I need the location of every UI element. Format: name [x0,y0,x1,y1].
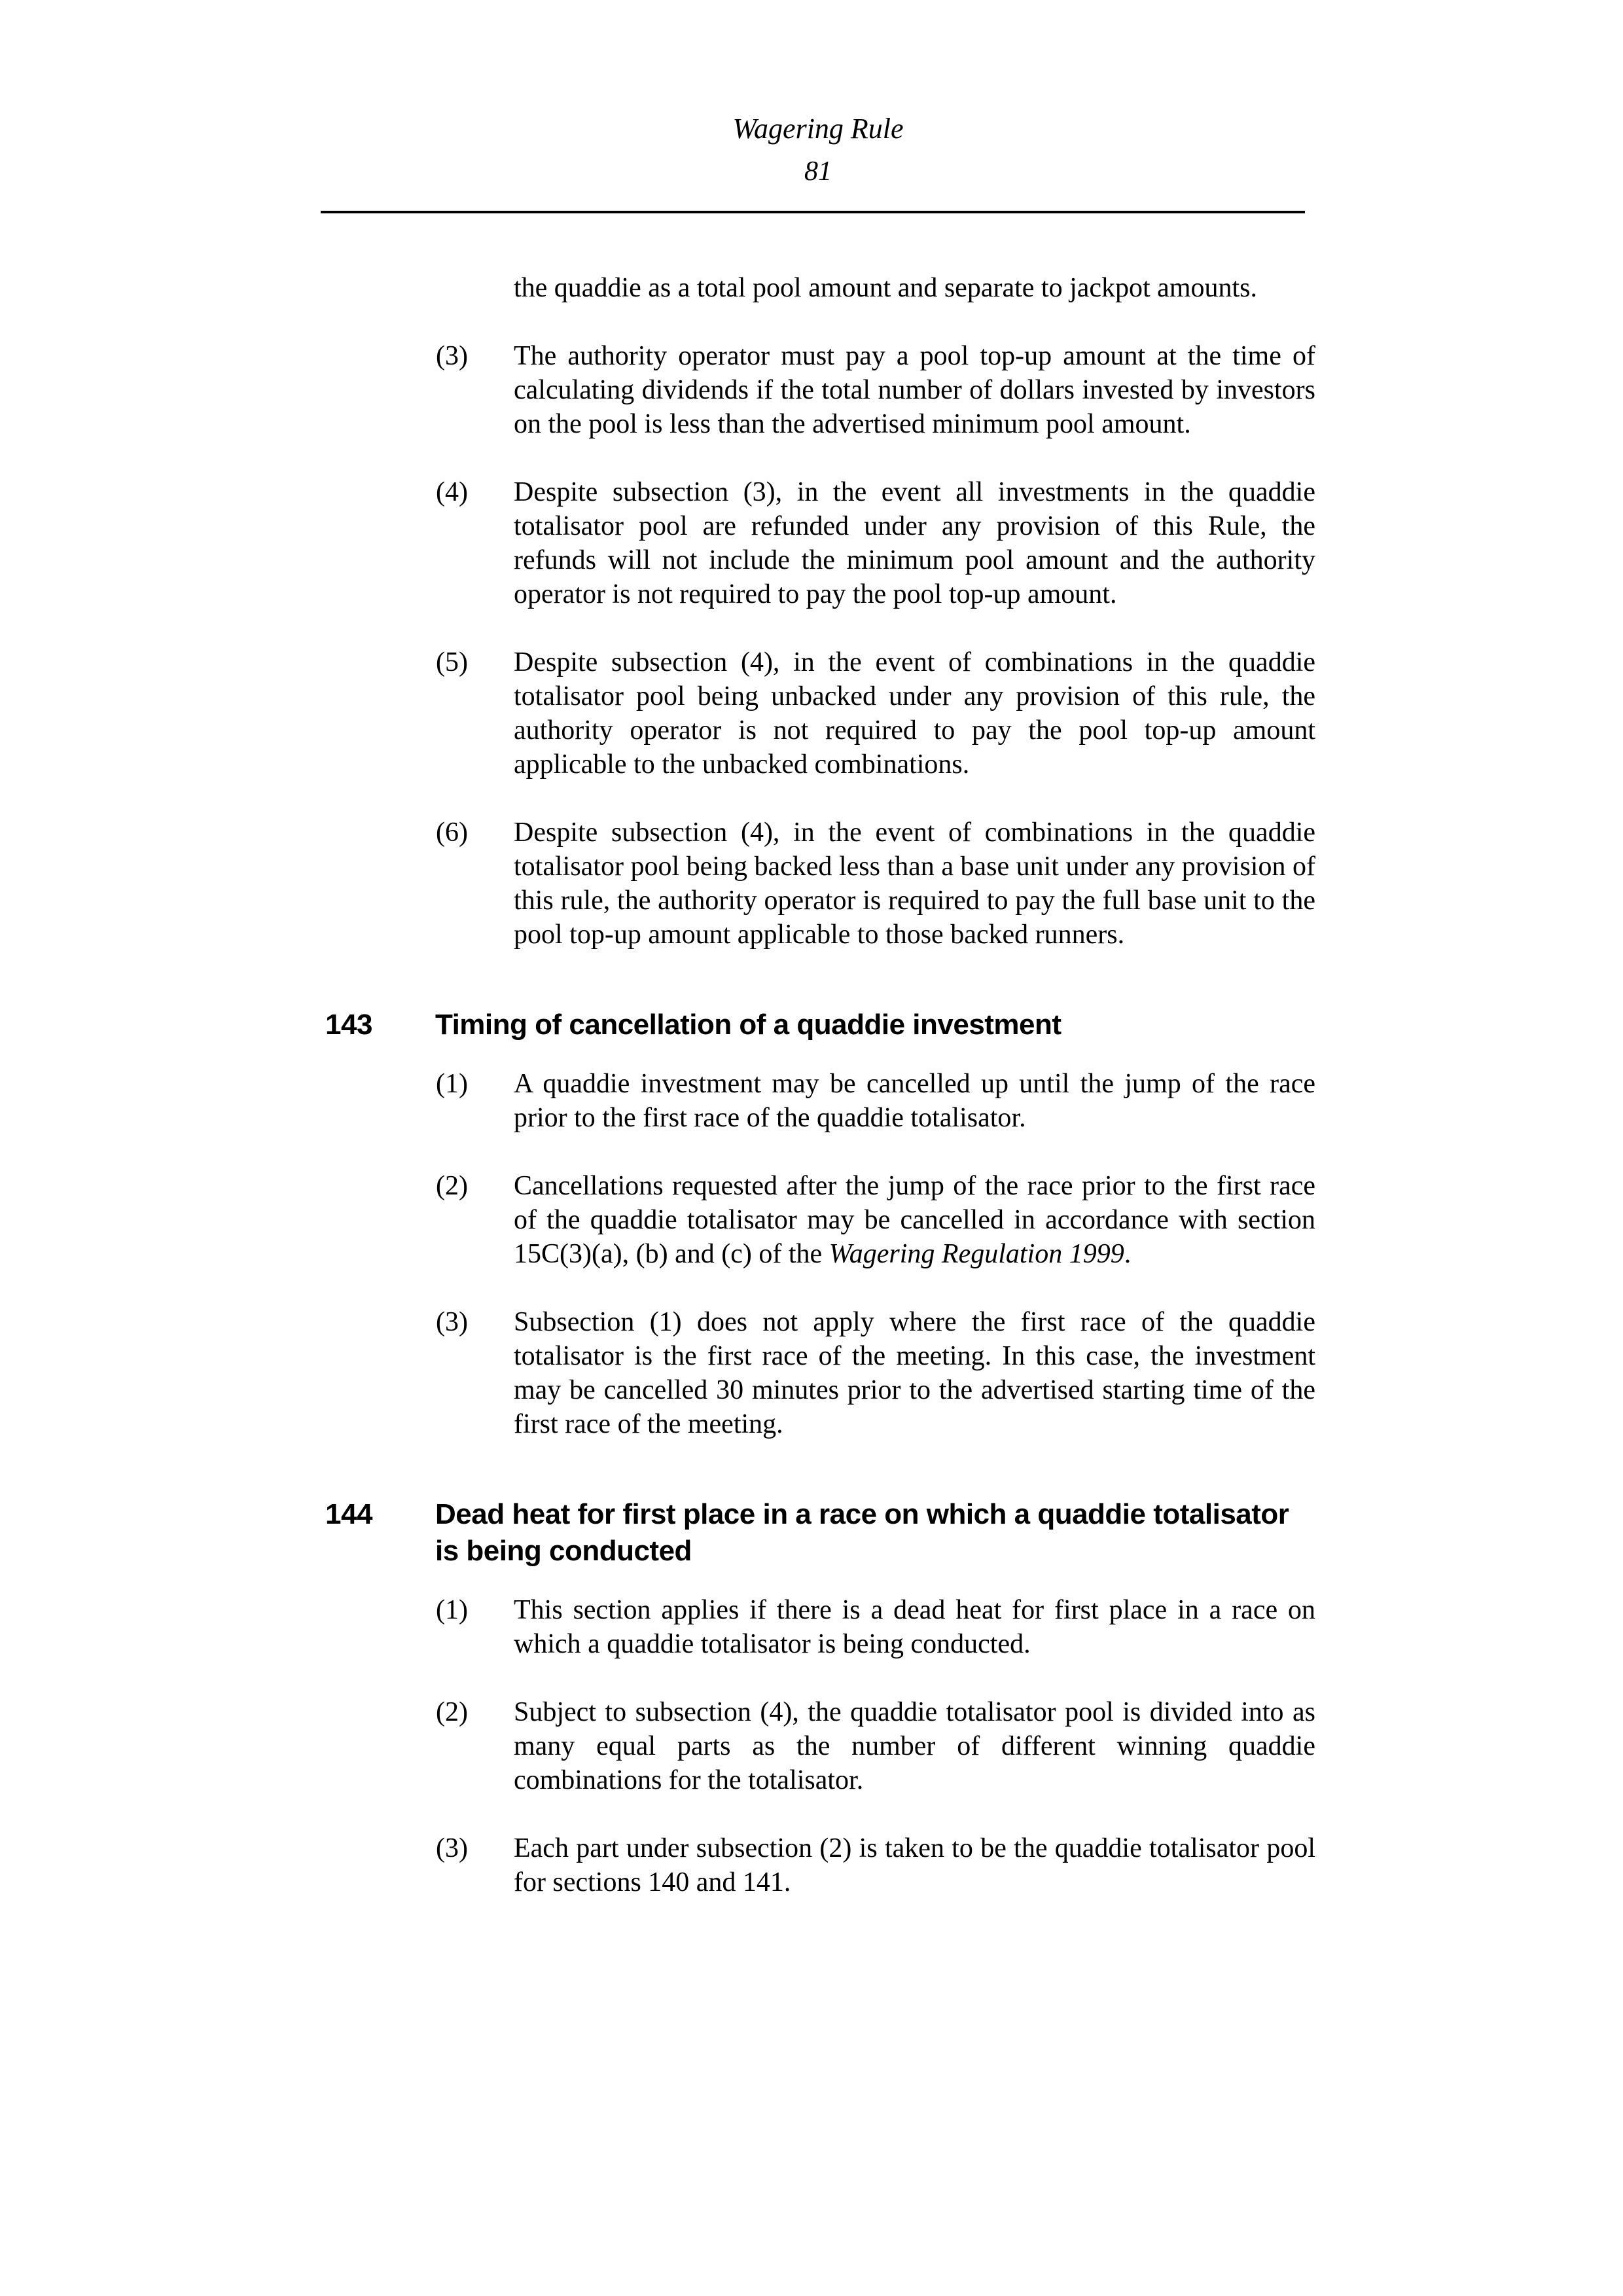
paragraph-text: Despite subsection (4), in the event of combinations in the quaddie totalisator pool being unbacked under any provision of this rule, the authority operator is not required to pay the pool top-up amount applicable to the unbacked combinations. [514,647,1315,780]
list-marker: (3) [436,1307,468,1337]
list-marker: (5) [436,647,468,677]
list-marker: (2) [436,1171,468,1201]
doc-title: Wagering Rule [732,113,904,145]
list-item-144-3 [321,1831,1315,1899]
list-item-143-3 [321,1305,1315,1441]
list-marker: (3) [436,1833,468,1863]
list-item-5 [321,645,1315,781]
list-marker: (6) [436,817,468,848]
page-content [321,0,1315,1899]
list-item-143-1 [321,1067,1315,1135]
paragraph-continuation: the quaddie as a total pool amount and separate to jackpot amounts. [514,273,1258,303]
paragraph-text: The authority operator must pay a pool top-up amount at the time of calculating dividends if the total number of dollars invested by investors on the pool is less than the advertised minimum pool amount. [514,341,1315,439]
list-marker: (4) [436,477,468,507]
paragraph-text: A quaddie investment may be cancelled up until the jump of the race prior to the first race of the quaddie totalisator. [514,1069,1315,1133]
section-title: Dead heat for first place in a race on which a quaddie totalisator is being conducted [435,1498,1289,1567]
list-item-4 [321,475,1315,611]
paragraph-text [514,1169,1315,1271]
document-body [321,271,1315,1899]
section-number: 143 [325,1009,372,1041]
list-marker: (3) [436,341,468,371]
section-number: 144 [325,1498,372,1530]
paragraph-text: This section applies if there is a dead heat for first place in a race on which a quaddie totalisator is being conducted. [514,1595,1315,1659]
paragraph-text: Despite subsection (4), in the event of combinations in the quaddie totalisator pool being backed less than a base unit under any provision of this rule, the authority operator is required to pay the full base unit to the pool top-up amount applicable to those backed runners. [514,817,1315,950]
section-heading-144 [321,1496,1315,1570]
list-item-3 [321,339,1315,441]
section-title: Timing of cancellation of a quaddie investment [435,1009,1061,1041]
paragraph-text: Each part under subsection (2) is taken to be the quaddie totalisator pool for sections 140 and 141. [514,1833,1315,1897]
list-marker: (1) [436,1595,468,1625]
paragraph-text: Subject to subsection (4), the quaddie totalisator pool is divided into as many equal parts as the number of different winning quaddie combinations for the totalisator. [514,1697,1315,1795]
section-heading-143 [321,1007,1315,1043]
paragraph-text-tail: . [1124,1239,1132,1269]
paragraph-text: Subsection (1) does not apply where the first race of the quaddie totalisator is the first race of the meeting. In this case, the investment may be cancelled 30 minutes prior to the advertised starting time of the first race of the meeting. [514,1307,1315,1439]
page-header [321,0,1315,188]
page-number: 81 [804,156,832,187]
list-marker: (2) [436,1697,468,1727]
header-divider [321,211,1305,213]
regulation-name-italic: Wagering Regulation 1999 [829,1239,1124,1269]
list-item-143-2 [321,1169,1315,1271]
paragraph-text: Despite subsection (3), in the event all investments in the quaddie totalisator pool are refunded under any provision of this Rule, the refunds will not include the minimum pool amount and the authority operator is not required to pay the pool top-up amount. [514,477,1315,609]
list-marker: (1) [436,1069,468,1099]
paragraph-text-lead: Cancellations requested after the jump of the race prior to the first race of the quaddie totalisator may be cancelled in accordance with section 15C(3)(a), (b) and (c) of the [514,1171,1315,1269]
list-item-144-2 [321,1695,1315,1797]
list-item-144-1 [321,1593,1315,1661]
list-item-6 [321,816,1315,952]
